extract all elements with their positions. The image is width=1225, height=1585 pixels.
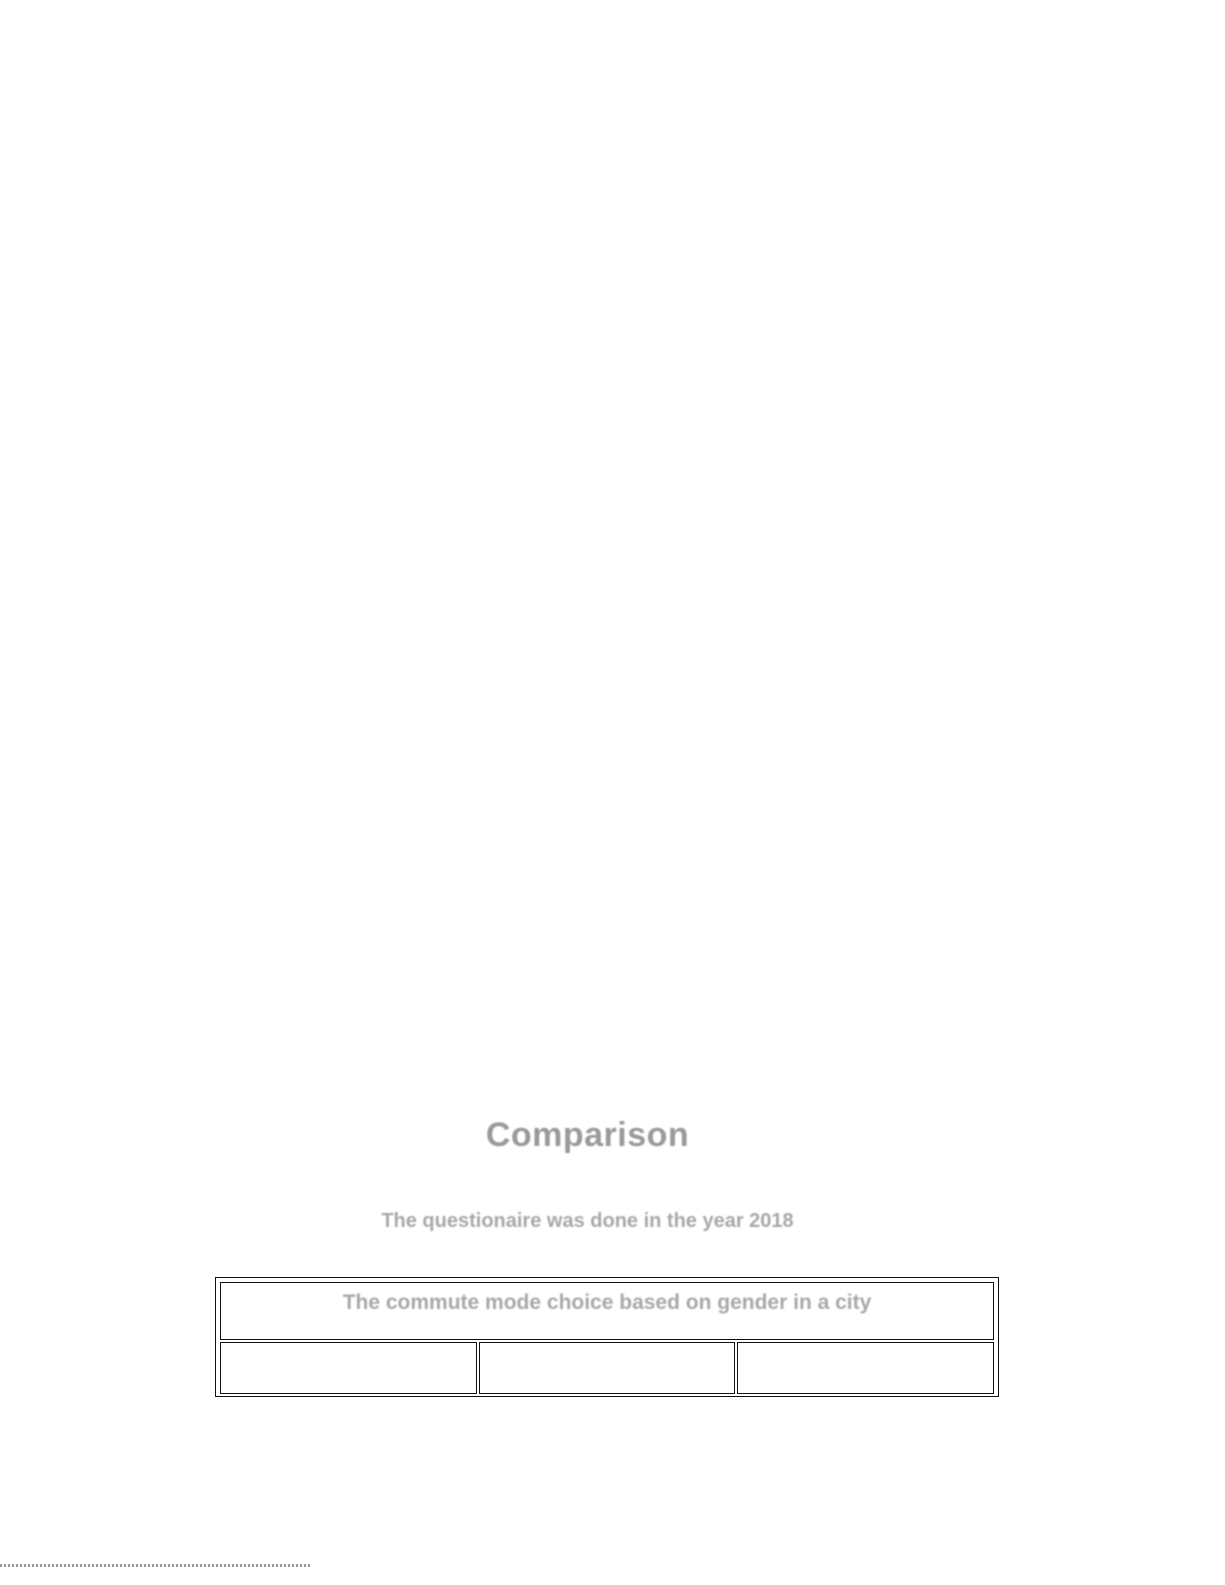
table-cell [737, 1342, 994, 1394]
table-cell [220, 1342, 477, 1394]
commute-table [215, 1277, 999, 1397]
table-cell [479, 1342, 736, 1394]
table-caption: The commute mode choice based on gender in a city [342, 1291, 872, 1314]
page-title: Comparison [485, 1116, 690, 1154]
page-subtitle: The questionaire was done in the year 2018 [381, 1210, 794, 1232]
commute-table-grid [218, 1280, 996, 1396]
table-caption-cell [220, 1282, 994, 1340]
footer-rule [0, 1564, 310, 1567]
